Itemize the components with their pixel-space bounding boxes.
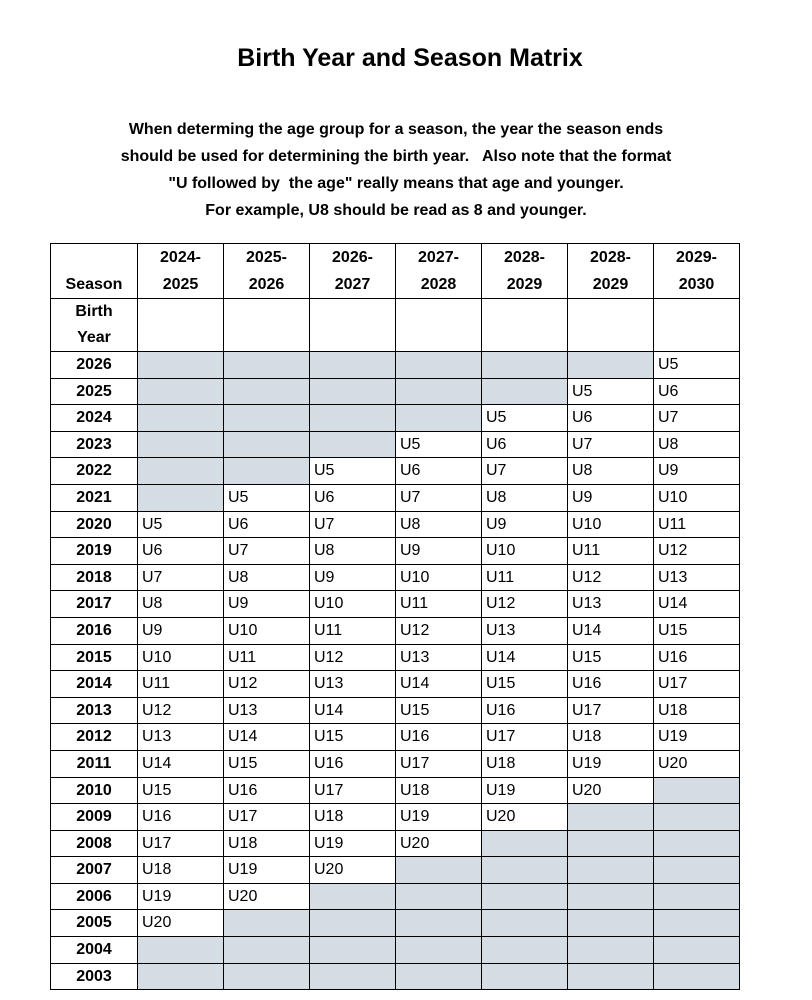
page-title: Birth Year and Season Matrix bbox=[237, 44, 583, 72]
season-header bbox=[482, 244, 568, 299]
age-group-cell: U6 bbox=[654, 378, 740, 405]
season-end: 2030 bbox=[678, 276, 715, 293]
age-group-cell: U19 bbox=[654, 724, 740, 751]
table-row bbox=[51, 830, 740, 857]
age-group-cell: U10 bbox=[654, 484, 740, 511]
season-end: 2029 bbox=[506, 276, 543, 293]
table-row bbox=[51, 883, 740, 910]
age-group-cell: U8 bbox=[482, 484, 568, 511]
age-group-cell: U12 bbox=[138, 697, 224, 724]
shaded-cell bbox=[568, 352, 654, 379]
age-group-cell: U18 bbox=[224, 830, 310, 857]
season-label: Season bbox=[65, 276, 123, 293]
table-row bbox=[51, 644, 740, 671]
age-group-cell: U5 bbox=[568, 378, 654, 405]
shaded-cell bbox=[310, 405, 396, 432]
shaded-cell bbox=[138, 484, 224, 511]
age-group-cell: U5 bbox=[224, 484, 310, 511]
table-row bbox=[51, 458, 740, 485]
season-header bbox=[138, 244, 224, 299]
shaded-cell bbox=[310, 378, 396, 405]
shaded-cell bbox=[654, 937, 740, 964]
table-row bbox=[51, 777, 740, 804]
shaded-cell bbox=[568, 910, 654, 937]
shaded-cell bbox=[138, 963, 224, 990]
empty-cell bbox=[138, 299, 224, 352]
shaded-cell bbox=[310, 883, 396, 910]
shaded-cell bbox=[310, 352, 396, 379]
age-group-cell: U18 bbox=[138, 857, 224, 884]
age-group-cell: U13 bbox=[310, 671, 396, 698]
season-header bbox=[654, 244, 740, 299]
shaded-cell bbox=[396, 883, 482, 910]
season-header bbox=[310, 244, 396, 299]
age-group-cell: U14 bbox=[396, 671, 482, 698]
season-start: 2027- bbox=[418, 249, 459, 266]
shaded-cell bbox=[568, 963, 654, 990]
birth-year-cell: 2003 bbox=[51, 963, 138, 990]
age-group-cell: U8 bbox=[654, 431, 740, 458]
age-group-cell: U8 bbox=[310, 538, 396, 565]
season-end: 2028 bbox=[420, 276, 457, 293]
intro-paragraph bbox=[0, 116, 792, 224]
shaded-cell bbox=[482, 830, 568, 857]
birth-year-cell: 2010 bbox=[51, 777, 138, 804]
birth-year-label-line: Birth bbox=[75, 303, 113, 320]
age-group-cell: U11 bbox=[224, 644, 310, 671]
table-row bbox=[51, 378, 740, 405]
empty-cell bbox=[568, 299, 654, 352]
shaded-cell bbox=[224, 910, 310, 937]
shaded-cell bbox=[224, 431, 310, 458]
age-group-cell: U8 bbox=[396, 511, 482, 538]
shaded-cell bbox=[568, 937, 654, 964]
birth-year-cell: 2015 bbox=[51, 644, 138, 671]
intro-line: should be used for determining the birth year. Also note that the format bbox=[120, 148, 672, 165]
season-start: 2024- bbox=[160, 249, 201, 266]
age-group-cell: U9 bbox=[138, 617, 224, 644]
birth-year-cell: 2013 bbox=[51, 697, 138, 724]
table-row bbox=[51, 963, 740, 990]
table-row bbox=[51, 937, 740, 964]
shaded-cell bbox=[482, 378, 568, 405]
season-start: 2025- bbox=[246, 249, 287, 266]
shaded-cell bbox=[138, 431, 224, 458]
shaded-cell bbox=[654, 777, 740, 804]
table-row bbox=[51, 352, 740, 379]
age-group-cell: U13 bbox=[482, 617, 568, 644]
shaded-cell bbox=[654, 804, 740, 831]
age-group-cell: U13 bbox=[138, 724, 224, 751]
age-group-cell: U10 bbox=[138, 644, 224, 671]
age-group-cell: U9 bbox=[568, 484, 654, 511]
shaded-cell bbox=[396, 857, 482, 884]
season-column-header bbox=[51, 244, 138, 299]
age-group-cell: U13 bbox=[224, 697, 310, 724]
age-group-cell: U16 bbox=[138, 804, 224, 831]
age-group-cell: U16 bbox=[482, 697, 568, 724]
shaded-cell bbox=[396, 963, 482, 990]
age-group-cell: U5 bbox=[138, 511, 224, 538]
table-row bbox=[51, 431, 740, 458]
birth-year-cell: 2017 bbox=[51, 591, 138, 618]
intro-line: "U followed by the age" really means that age and younger. bbox=[168, 175, 624, 192]
birth-year-cell: 2008 bbox=[51, 830, 138, 857]
season-header bbox=[568, 244, 654, 299]
birth-year-cell: 2023 bbox=[51, 431, 138, 458]
age-group-cell: U11 bbox=[396, 591, 482, 618]
age-group-cell: U20 bbox=[482, 804, 568, 831]
age-group-cell: U17 bbox=[568, 697, 654, 724]
shaded-cell bbox=[396, 937, 482, 964]
age-group-cell: U13 bbox=[396, 644, 482, 671]
age-group-cell: U6 bbox=[396, 458, 482, 485]
birth-year-label-row bbox=[51, 299, 740, 352]
age-group-cell: U15 bbox=[138, 777, 224, 804]
birth-year-cell: 2007 bbox=[51, 857, 138, 884]
birth-year-cell: 2011 bbox=[51, 750, 138, 777]
age-group-cell: U12 bbox=[568, 564, 654, 591]
shaded-cell bbox=[224, 378, 310, 405]
age-group-cell: U7 bbox=[568, 431, 654, 458]
age-group-cell: U20 bbox=[396, 830, 482, 857]
age-group-cell: U12 bbox=[482, 591, 568, 618]
age-group-cell: U14 bbox=[568, 617, 654, 644]
age-group-cell: U16 bbox=[654, 644, 740, 671]
age-group-cell: U17 bbox=[138, 830, 224, 857]
age-group-cell: U7 bbox=[224, 538, 310, 565]
age-group-cell: U14 bbox=[482, 644, 568, 671]
age-group-cell: U19 bbox=[310, 830, 396, 857]
shaded-cell bbox=[568, 857, 654, 884]
table-row bbox=[51, 697, 740, 724]
birth-year-cell: 2016 bbox=[51, 617, 138, 644]
shaded-cell bbox=[224, 458, 310, 485]
shaded-cell bbox=[482, 857, 568, 884]
shaded-cell bbox=[310, 963, 396, 990]
age-group-cell: U9 bbox=[224, 591, 310, 618]
season-start: 2028- bbox=[590, 249, 631, 266]
age-group-cell: U20 bbox=[310, 857, 396, 884]
age-group-cell: U17 bbox=[224, 804, 310, 831]
age-group-cell: U10 bbox=[396, 564, 482, 591]
intro-line: When determing the age group for a season, the year the season ends bbox=[128, 121, 664, 138]
birth-year-cell: 2014 bbox=[51, 671, 138, 698]
age-group-cell: U12 bbox=[310, 644, 396, 671]
shaded-cell bbox=[482, 910, 568, 937]
shaded-cell bbox=[138, 458, 224, 485]
birth-year-season-table bbox=[50, 243, 740, 990]
table-row bbox=[51, 538, 740, 565]
age-group-cell: U13 bbox=[568, 591, 654, 618]
shaded-cell bbox=[224, 405, 310, 432]
shaded-cell bbox=[310, 910, 396, 937]
shaded-cell bbox=[396, 352, 482, 379]
age-group-cell: U15 bbox=[310, 724, 396, 751]
age-group-cell: U16 bbox=[568, 671, 654, 698]
season-header bbox=[224, 244, 310, 299]
age-group-cell: U7 bbox=[482, 458, 568, 485]
shaded-cell bbox=[310, 431, 396, 458]
table-row bbox=[51, 910, 740, 937]
table-row bbox=[51, 591, 740, 618]
age-group-cell: U10 bbox=[568, 511, 654, 538]
shaded-cell bbox=[654, 963, 740, 990]
age-group-cell: U7 bbox=[310, 511, 396, 538]
shaded-cell bbox=[396, 910, 482, 937]
shaded-cell bbox=[482, 883, 568, 910]
age-group-cell: U11 bbox=[138, 671, 224, 698]
age-group-cell: U5 bbox=[482, 405, 568, 432]
age-group-cell: U14 bbox=[138, 750, 224, 777]
shaded-cell bbox=[138, 378, 224, 405]
age-group-cell: U16 bbox=[310, 750, 396, 777]
age-group-cell: U18 bbox=[396, 777, 482, 804]
age-group-cell: U5 bbox=[654, 352, 740, 379]
table-row bbox=[51, 804, 740, 831]
age-group-cell: U20 bbox=[138, 910, 224, 937]
table-row bbox=[51, 724, 740, 751]
header-row bbox=[51, 244, 740, 299]
age-group-cell: U20 bbox=[654, 750, 740, 777]
empty-cell bbox=[654, 299, 740, 352]
age-group-cell: U11 bbox=[482, 564, 568, 591]
age-group-cell: U9 bbox=[396, 538, 482, 565]
age-group-cell: U19 bbox=[482, 777, 568, 804]
age-group-cell: U17 bbox=[310, 777, 396, 804]
age-group-cell: U16 bbox=[396, 724, 482, 751]
birth-year-label-line: Year bbox=[77, 329, 111, 346]
shaded-cell bbox=[482, 937, 568, 964]
age-group-cell: U14 bbox=[654, 591, 740, 618]
age-group-cell: U18 bbox=[568, 724, 654, 751]
season-end: 2027 bbox=[334, 276, 371, 293]
age-group-cell: U11 bbox=[568, 538, 654, 565]
age-group-cell: U18 bbox=[654, 697, 740, 724]
birth-year-cell: 2020 bbox=[51, 511, 138, 538]
age-group-cell: U14 bbox=[224, 724, 310, 751]
shaded-cell bbox=[138, 937, 224, 964]
birth-year-cell: 2006 bbox=[51, 883, 138, 910]
season-start: 2026- bbox=[332, 249, 373, 266]
birth-year-cell: 2022 bbox=[51, 458, 138, 485]
birth-year-cell: 2018 bbox=[51, 564, 138, 591]
age-group-cell: U18 bbox=[482, 750, 568, 777]
age-group-cell: U12 bbox=[654, 538, 740, 565]
birth-year-cell: 2019 bbox=[51, 538, 138, 565]
age-group-cell: U6 bbox=[310, 484, 396, 511]
birth-year-cell: 2004 bbox=[51, 937, 138, 964]
birth-year-cell: 2024 bbox=[51, 405, 138, 432]
age-group-cell: U17 bbox=[654, 671, 740, 698]
table-row bbox=[51, 750, 740, 777]
shaded-cell bbox=[396, 378, 482, 405]
shaded-cell bbox=[654, 883, 740, 910]
season-header bbox=[396, 244, 482, 299]
birth-year-cell: 2026 bbox=[51, 352, 138, 379]
shaded-cell bbox=[224, 937, 310, 964]
age-group-cell: U15 bbox=[654, 617, 740, 644]
age-group-cell: U9 bbox=[482, 511, 568, 538]
age-group-cell: U8 bbox=[224, 564, 310, 591]
shaded-cell bbox=[568, 830, 654, 857]
birth-year-cell: 2009 bbox=[51, 804, 138, 831]
empty-cell bbox=[396, 299, 482, 352]
age-group-cell: U12 bbox=[224, 671, 310, 698]
empty-cell bbox=[482, 299, 568, 352]
table-row bbox=[51, 405, 740, 432]
age-group-cell: U17 bbox=[396, 750, 482, 777]
intro-line: For example, U8 should be read as 8 and younger. bbox=[205, 202, 587, 219]
age-group-cell: U7 bbox=[654, 405, 740, 432]
age-group-cell: U6 bbox=[568, 405, 654, 432]
season-end: 2026 bbox=[248, 276, 285, 293]
age-group-cell: U13 bbox=[654, 564, 740, 591]
birth-year-cell: 2021 bbox=[51, 484, 138, 511]
season-end: 2025 bbox=[162, 276, 199, 293]
shaded-cell bbox=[568, 883, 654, 910]
age-group-cell: U6 bbox=[224, 511, 310, 538]
birth-year-label bbox=[51, 299, 138, 352]
age-group-cell: U19 bbox=[396, 804, 482, 831]
age-group-cell: U15 bbox=[482, 671, 568, 698]
age-group-cell: U19 bbox=[568, 750, 654, 777]
age-group-cell: U6 bbox=[138, 538, 224, 565]
age-group-cell: U19 bbox=[138, 883, 224, 910]
age-group-cell: U7 bbox=[138, 564, 224, 591]
age-group-cell: U10 bbox=[482, 538, 568, 565]
shaded-cell bbox=[138, 352, 224, 379]
age-group-cell: U11 bbox=[310, 617, 396, 644]
table-row bbox=[51, 484, 740, 511]
age-group-cell: U9 bbox=[310, 564, 396, 591]
age-group-cell: U14 bbox=[310, 697, 396, 724]
age-group-cell: U11 bbox=[654, 511, 740, 538]
table-row bbox=[51, 617, 740, 644]
age-group-cell: U15 bbox=[568, 644, 654, 671]
shaded-cell bbox=[654, 910, 740, 937]
shaded-cell bbox=[482, 963, 568, 990]
shaded-cell bbox=[654, 857, 740, 884]
shaded-cell bbox=[396, 405, 482, 432]
age-group-cell: U15 bbox=[224, 750, 310, 777]
birth-year-cell: 2005 bbox=[51, 910, 138, 937]
age-group-cell: U7 bbox=[396, 484, 482, 511]
season-start: 2029- bbox=[676, 249, 717, 266]
table-row bbox=[51, 671, 740, 698]
age-group-cell: U15 bbox=[396, 697, 482, 724]
shaded-cell bbox=[310, 937, 396, 964]
age-group-cell: U10 bbox=[224, 617, 310, 644]
shaded-cell bbox=[482, 352, 568, 379]
shaded-cell bbox=[654, 830, 740, 857]
table-row bbox=[51, 564, 740, 591]
age-group-cell: U8 bbox=[138, 591, 224, 618]
empty-cell bbox=[224, 299, 310, 352]
shaded-cell bbox=[224, 963, 310, 990]
shaded-cell bbox=[568, 804, 654, 831]
birth-year-cell: 2025 bbox=[51, 378, 138, 405]
age-group-cell: U16 bbox=[224, 777, 310, 804]
table-row bbox=[51, 857, 740, 884]
birth-year-cell: 2012 bbox=[51, 724, 138, 751]
age-group-cell: U10 bbox=[310, 591, 396, 618]
empty-cell bbox=[310, 299, 396, 352]
age-group-cell: U8 bbox=[568, 458, 654, 485]
shaded-cell bbox=[138, 405, 224, 432]
age-group-cell: U18 bbox=[310, 804, 396, 831]
shaded-cell bbox=[224, 352, 310, 379]
age-group-cell: U20 bbox=[568, 777, 654, 804]
age-group-cell: U19 bbox=[224, 857, 310, 884]
season-end: 2029 bbox=[592, 276, 629, 293]
age-group-cell: U20 bbox=[224, 883, 310, 910]
age-group-cell: U6 bbox=[482, 431, 568, 458]
age-group-cell: U5 bbox=[396, 431, 482, 458]
table-row bbox=[51, 511, 740, 538]
age-group-cell: U12 bbox=[396, 617, 482, 644]
season-start: 2028- bbox=[504, 249, 545, 266]
age-group-cell: U5 bbox=[310, 458, 396, 485]
age-group-cell: U9 bbox=[654, 458, 740, 485]
age-group-cell: U17 bbox=[482, 724, 568, 751]
